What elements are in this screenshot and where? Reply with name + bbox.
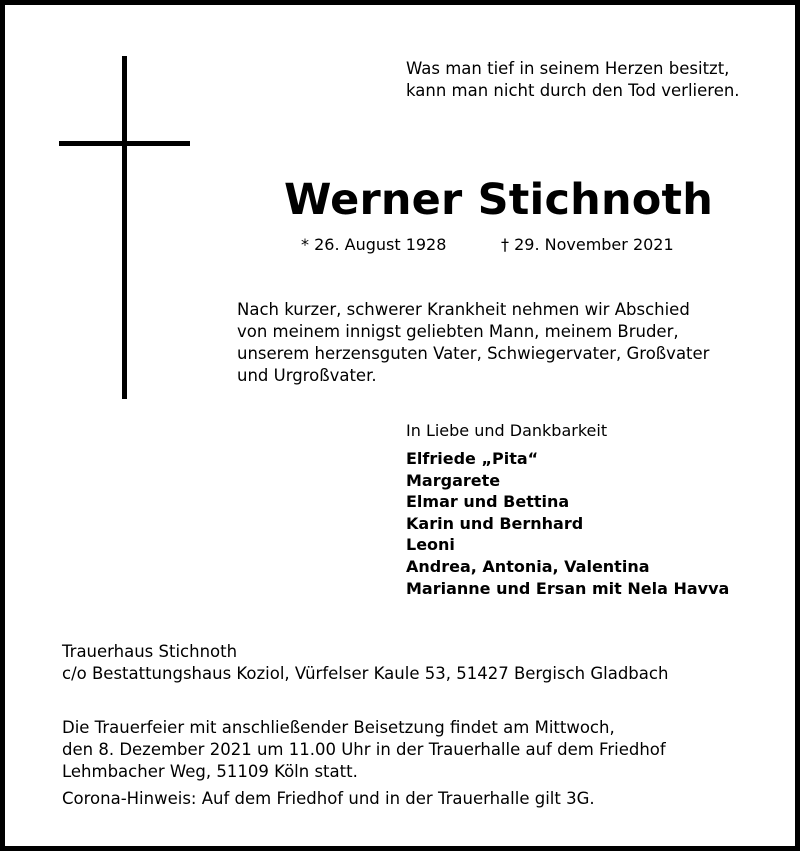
- corona-notice: Corona-Hinweis: Auf dem Friedhof und in der Trauerhalle gilt 3G.: [62, 789, 595, 808]
- announcement-line: von meinem innigst geliebten Mann, meinem Bruder,: [237, 322, 679, 341]
- ceremony-line: Lehmbacher Weg, 51109 Köln statt.: [62, 762, 358, 781]
- deceased-name: Werner Stichnoth: [284, 175, 714, 225]
- mourner-name: Margarete: [406, 470, 501, 490]
- death-date: † 29. November 2021: [501, 235, 674, 254]
- mourner-name: Marianne und Ersan mit Nela Havva: [406, 578, 730, 598]
- mourner-name: Andrea, Antonia, Valentina: [406, 556, 650, 576]
- cross-icon-horizontal-bar: [59, 141, 190, 146]
- announcement-text: [237, 299, 709, 387]
- quote-line: kann man nicht durch den Tod verlieren.: [406, 81, 740, 100]
- cross-icon-vertical-bar: [122, 56, 127, 399]
- ceremony-line: Die Trauerfeier mit anschließender Beisetzung findet am Mittwoch,: [62, 718, 615, 737]
- mourner-name: Leoni: [406, 535, 455, 555]
- address-line: c/o Bestattungshaus Koziol, Vürfelser Kaule 53, 51427 Bergisch Gladbach: [62, 664, 669, 683]
- ceremony-info: [62, 717, 666, 783]
- birth-date: * 26. August 1928: [301, 235, 447, 254]
- mourner-name: Elfriede „Pita“: [406, 449, 539, 468]
- announcement-line: unserem herzensguten Vater, Schwiegervater, Großvater: [237, 344, 710, 363]
- mourner-name: Karin und Bernhard: [406, 513, 584, 533]
- address-line: Trauerhaus Stichnoth: [62, 642, 238, 661]
- memorial-quote: [406, 58, 740, 102]
- mourners-greeting: In Liebe und Dankbarkeit: [406, 421, 608, 440]
- announcement-line: Nach kurzer, schwerer Krankheit nehmen wir Abschied: [237, 300, 690, 319]
- ceremony-line: den 8. Dezember 2021 um 11.00 Uhr in der Trauerhalle auf dem Friedhof: [62, 740, 666, 759]
- mourner-name: Elmar und Bettina: [406, 492, 570, 512]
- quote-line: Was man tief in seinem Herzen besitzt,: [406, 59, 730, 78]
- announcement-line: und Urgroßvater.: [237, 366, 377, 385]
- mourners-list: [406, 448, 729, 599]
- mourning-house-address: [62, 641, 668, 685]
